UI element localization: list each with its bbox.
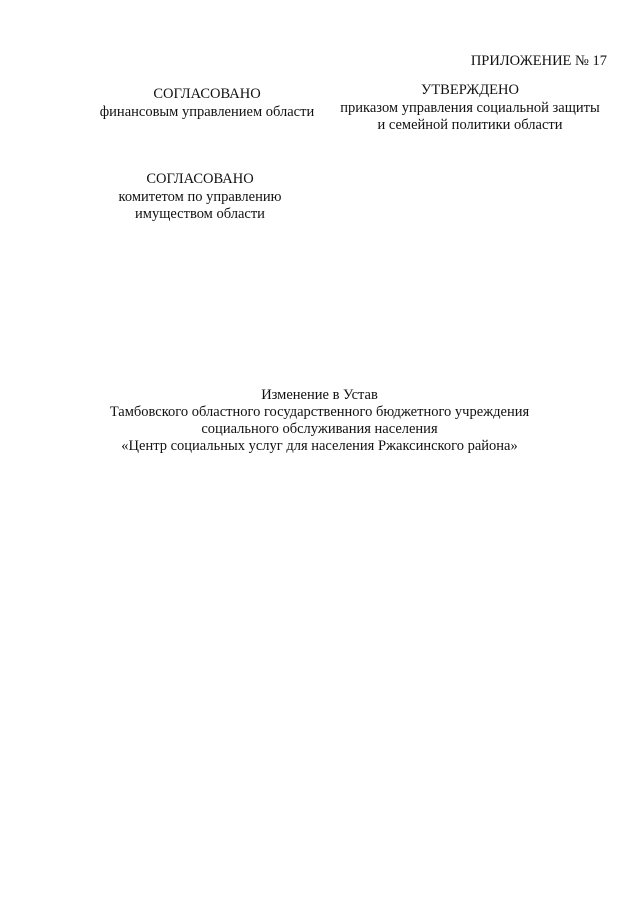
approval-stamp-finance	[82, 86, 332, 121]
agreed-finance-line: финансовым управлением области	[99, 104, 315, 120]
agreed-property-heading: СОГЛАСОВАНО	[146, 171, 254, 187]
approved-line-2: и семейной политики области	[377, 117, 563, 133]
title-line-3: социального обслуживания населения	[201, 421, 438, 437]
document-title	[30, 387, 609, 455]
approval-stamp-property	[95, 171, 305, 223]
approval-stamp-order	[330, 82, 610, 134]
appendix-number	[471, 53, 607, 70]
approved-heading: УТВЕРЖДЕНО	[421, 82, 519, 98]
title-line-1: Изменение в Устав	[261, 387, 378, 403]
approved-line-1: приказом управления социальной защиты	[340, 100, 600, 116]
agreed-property-line-2: имуществом области	[135, 206, 265, 222]
agreed-property-line-1: комитетом по управлению	[118, 189, 282, 205]
appendix-label: ПРИЛОЖЕНИЕ № 17	[470, 53, 607, 69]
agreed-finance-heading: СОГЛАСОВАНО	[153, 86, 261, 102]
title-line-2: Тамбовского областного государственного бюджетного учреждения	[109, 404, 530, 420]
title-line-4: «Центр социальных услуг для населения Ржаксинского района»	[121, 438, 518, 454]
